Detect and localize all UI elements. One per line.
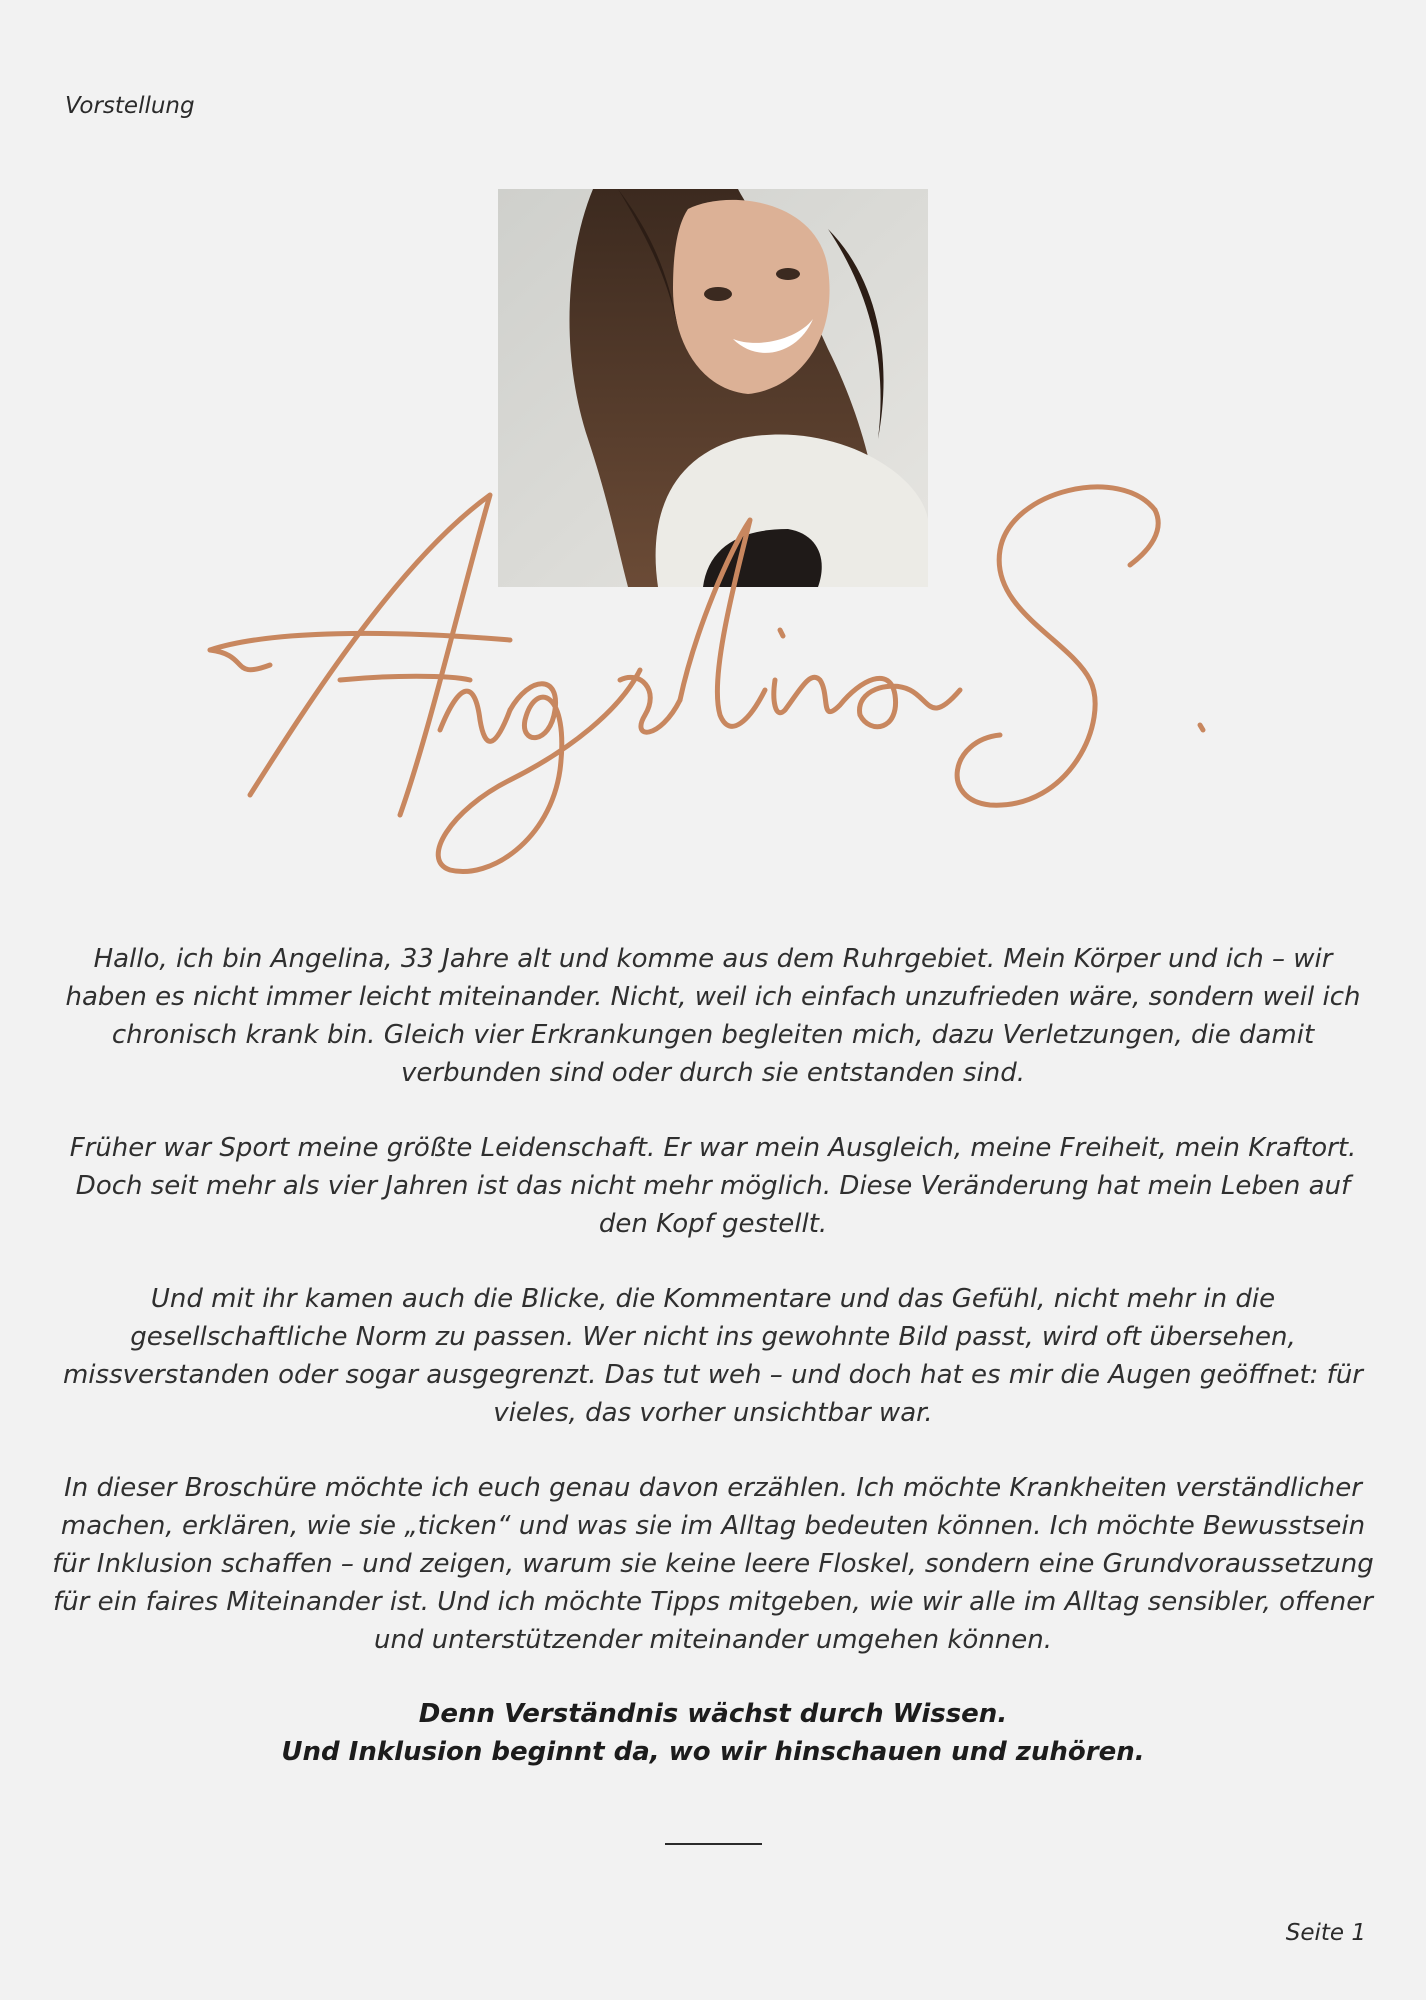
section-label: Vorstellung xyxy=(65,93,195,119)
closing-line-1: Denn Verständnis wächst durch Wissen. xyxy=(418,1699,1008,1729)
paragraph-sport: Früher war Sport meine größte Leidenschaft. Er war mein Ausgleich, meine Freiheit, mein Kraftort. Doch seit mehr als vier Jahren ist das nicht mehr möglich. Diese Veränderung hat mein Leben auf den Kopf gestellt. xyxy=(69,1133,1357,1239)
divider-line xyxy=(665,1843,762,1845)
page-number: Seite 1 xyxy=(1285,1920,1366,1946)
closing-statement xyxy=(50,1695,1376,1771)
signature-name xyxy=(190,480,1250,890)
paragraph-brochure: In dieser Broschüre möchte ich euch genau davon erzählen. Ich möchte Krankheiten verständlicher machen, erklären, wie sie „ticken“ und was sie im Alltag bedeuten können. Ich möchte Bewusstsein für Inklusion schaffen – und zeigen, warum sie keine leere Floskel, sondern eine Grundvoraussetzung für ein faires Miteinander ist. Und ich möchte Tipps mitgeben, wie wir alle im Alltag sensibler, offener und unterstützender miteinander umgehen können. xyxy=(52,1473,1374,1655)
closing-line-2: Und Inklusion beginnt da, wo wir hinschauen und zuhören. xyxy=(281,1737,1145,1767)
paragraph-intro: Hallo, ich bin Angelina, 33 Jahre alt und komme aus dem Ruhrgebiet. Mein Körper und ich – wir haben es nicht immer leicht miteinander. Nicht, weil ich einfach unzufrieden wäre, sondern weil ich chronisch krank bin. Gleich vier Erkrankungen begleiten mich, dazu Verletzungen, die damit verbunden sind oder durch sie entstanden sind. xyxy=(65,944,1361,1088)
paragraph-norm: Und mit ihr kamen auch die Blicke, die Kommentare und das Gefühl, nicht mehr in die gesellschaftliche Norm zu passen. Wer nicht ins gewohnte Bild passt, wird oft übersehen, missverstanden oder sogar ausgegrenzt. Das tut weh – und doch hat es mir die Augen geöffnet: für vieles, das vorher unsichtbar war. xyxy=(62,1284,1363,1428)
introduction-text xyxy=(50,940,1376,1771)
signature-script-icon xyxy=(190,480,1250,890)
